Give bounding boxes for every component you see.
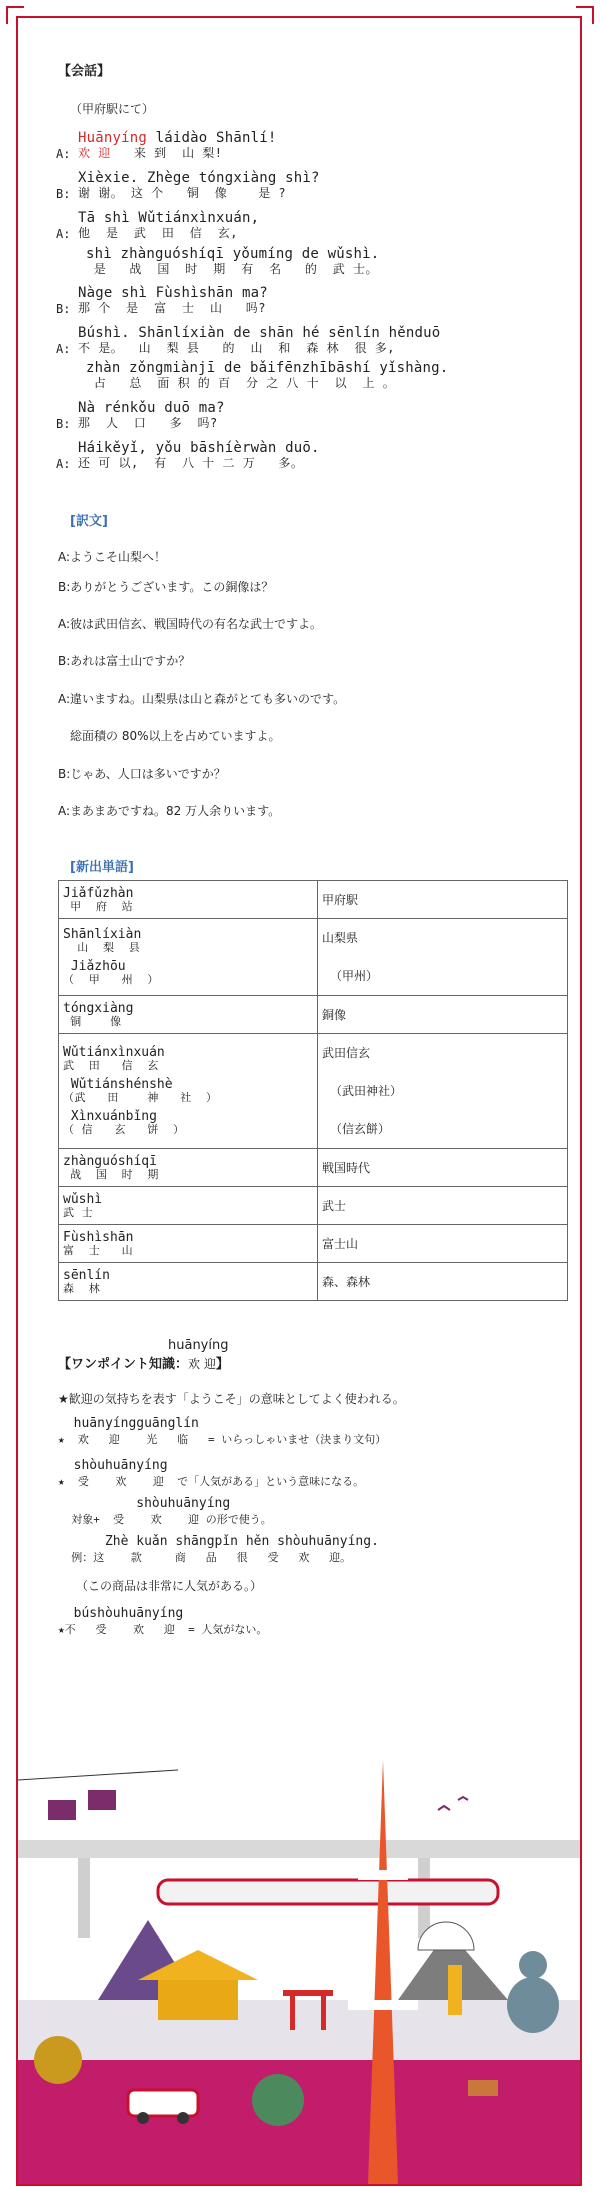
train-icon: [158, 1880, 498, 1904]
vocab-table: [58, 880, 568, 1301]
tokyo-tower-icon: [368, 1760, 398, 2184]
dialogue-pinyin: [78, 170, 558, 186]
point-line-7: ★不 受 欢 迎 = 人気がない。: [58, 1623, 268, 1636]
vocab-row: [59, 1225, 568, 1263]
hanzi-text: 还 可 以, 有 八 十 二 万 多。: [78, 456, 304, 470]
vocab-hanzi: 武 士: [63, 1205, 94, 1219]
vocab-pinyin: Shānlíxiàn: [63, 927, 142, 942]
illustration-svg: [18, 1760, 580, 2184]
translation-line: B:あれは富士山ですか？: [58, 654, 191, 668]
vocab-row: [59, 1149, 568, 1187]
vocab-pinyin: zhànguóshíqī: [63, 1153, 157, 1169]
translation-line: 総面積の 80%以上を占めていますよ。: [58, 729, 281, 743]
pinyin-text: láidào Shānlí!: [147, 130, 277, 146]
dialogue-hanzi: [78, 456, 558, 470]
point-line-3: ★ 受 欢 迎 で「人気がある」という意味になる。: [58, 1475, 365, 1488]
tree-icon: [34, 2036, 82, 2084]
japan-illustration: [18, 1760, 580, 2184]
speaker-label: A:: [56, 457, 71, 471]
vocab-hanzi: 山 梨 县: [63, 941, 141, 954]
vocab-term-cell: [59, 1225, 318, 1263]
vocab-pinyin: Wǔtiánxìnxuán: [63, 1045, 165, 1060]
hanzi-text: 谢 谢。 这 个 铜 像 是 ?: [78, 186, 287, 200]
dialogue-hanzi: [86, 376, 558, 390]
hanzi-text: 不 是。 山 梨 县 的 山 和 森 林 很 多,: [78, 341, 395, 355]
point-line-1: ★歓迎の気持ちを表す「ようこそ」の意味としてよく使われる。: [58, 1392, 405, 1406]
vocab-meaning-cell: [318, 1225, 568, 1263]
point-example: 例：这 款 商 品 很 受 欢 迎。: [58, 1551, 352, 1564]
vocab-hanzi: 战 国 时 期: [63, 1167, 159, 1181]
bird-icon: [438, 1806, 450, 1810]
vocab-term-cell: [59, 1187, 318, 1225]
pinyin-text: zhàn zǒngmiànjī de bǎifēnzhībāshí yǐshàng.: [86, 360, 449, 376]
vocab-meaning-cell: [318, 1149, 568, 1187]
pinyin-text: Háikěyǐ, yǒu bāshíèrwàn duō.: [78, 440, 320, 456]
vocab-meaning: 富士山: [322, 1236, 359, 1251]
vocab-meaning: （武田神社）: [330, 1084, 403, 1098]
vocab-meaning: 森、森林: [322, 1274, 371, 1289]
point-line-2: ★ 欢 迎 光 临 = いらっしゃいませ（決まり文句）: [58, 1433, 387, 1446]
vocab-pinyin: Jiǎzhōu: [63, 959, 126, 974]
pinyin-text: Tā shì Wǔtiánxìnxuán,: [78, 210, 260, 226]
dialogue-line: [58, 360, 558, 390]
vocab-hanzi: （ 甲 州 ）: [63, 973, 159, 986]
deer-icon: [468, 2080, 498, 2096]
dialogue-line: [58, 170, 558, 200]
dialogue-line: [58, 440, 558, 470]
vocab-meaning: （信玄餅）: [330, 1122, 391, 1136]
corner-ornament-right: [576, 6, 594, 24]
car-icon: [128, 2090, 198, 2116]
vocab-row: [59, 1034, 568, 1149]
highlight-pinyin: Huānyíng: [78, 130, 148, 146]
vocab-hanzi: 富 士 山: [63, 1243, 134, 1257]
hanzi-text: 那 个 是 富 士 山 吗?: [78, 301, 266, 315]
vocab-row: [59, 1263, 568, 1301]
dialogue-hanzi: [78, 186, 558, 200]
dialogue-line: [58, 246, 558, 276]
pinyin-text: Xièxie. Zhège tóngxiàng shì?: [78, 170, 320, 186]
dialogue-line: [58, 400, 558, 430]
dialogue-pinyin: [78, 285, 558, 301]
hanzi-text: 是 战 国 时 期 有 名 的 武 士。: [86, 262, 378, 276]
vocab-meaning: 武田信玄: [322, 1046, 371, 1060]
dialogue-hanzi: [78, 341, 558, 355]
vocab-row: [59, 1187, 568, 1225]
vocab-pinyin: Jiǎfǔzhàn: [63, 885, 134, 901]
point-example-pinyin: Zhè kuǎn shāngpǐn hěn shòuhuānyíng.: [58, 1534, 379, 1549]
point-line-4-pinyin: shòuhuānyíng: [58, 1496, 231, 1511]
point-line-7-pinyin: búshòuhuānyíng: [58, 1606, 184, 1621]
corner-ornament-left: [6, 6, 24, 24]
dialogue-heading: 【会話】: [58, 64, 111, 79]
vocab-meaning: 戦国時代: [322, 1160, 371, 1175]
vocab-term-cell: [59, 881, 318, 919]
cable-car-icon: [88, 1790, 116, 1810]
point-heading-post: 】: [215, 1357, 229, 1372]
vocab-pinyin: Wǔtiánshénshè: [63, 1077, 173, 1092]
point-line-3-pinyin: shòuhuānyíng: [58, 1458, 168, 1473]
point-heading: [58, 1353, 229, 1372]
vocab-pinyin: sēnlín: [63, 1267, 110, 1283]
dialogue-pinyin: [78, 130, 558, 146]
ground-band: [18, 2060, 580, 2184]
translation-heading: [訳文]: [70, 514, 108, 529]
vocab-meaning-cell: [318, 1263, 568, 1301]
point-line-4: 対象+ 受 欢 迎 の形で使う。: [58, 1513, 272, 1526]
vocab-term-cell: [59, 996, 318, 1034]
vocab-hanzi: 森 林: [63, 1281, 101, 1295]
dialogue-pinyin: [78, 210, 558, 226]
vocab-hanzi: 武 田 信 玄: [63, 1059, 159, 1072]
translation-line: B:じゃあ、人口は多いですか？: [58, 767, 226, 781]
vocab-hanzi: （武 田 神 社 ）: [63, 1091, 218, 1104]
vocab-meaning-cell: [318, 1034, 568, 1149]
speaker-label: B:: [56, 302, 71, 316]
hanzi-text: 来 到 山 梨!: [110, 146, 223, 160]
dialogue-hanzi: [78, 416, 558, 430]
bird-icon: [458, 1797, 468, 1800]
vocab-pinyin: Xìnxuánbǐng: [63, 1109, 157, 1124]
translation-line: B:ありがとうございます。この銅像は？: [58, 580, 274, 594]
hanzi-text: 占 总 面 积 的 百 分 之 八 十 以 上 。: [86, 376, 396, 390]
vocab-meaning-cell: [318, 996, 568, 1034]
speaker-label: A:: [56, 147, 71, 161]
dialogue-hanzi: [78, 301, 558, 315]
dialogue-pinyin: [86, 360, 558, 376]
dialogue-line: [58, 325, 558, 355]
point-example-translation: （この商品は非常に人気がある。）: [76, 1579, 263, 1593]
pinyin-text: Nà rénkǒu duō ma?: [78, 400, 225, 416]
cable-car-icon: [48, 1800, 76, 1820]
bridge-pillar: [78, 1858, 90, 1938]
dialogue-pinyin: [78, 400, 558, 416]
cable-line: [18, 1770, 178, 1780]
translation-line: A:ようこそ山梨へ！: [58, 550, 167, 564]
dialogue-line: [58, 210, 558, 240]
vocab-hanzi: （ 信 玄 饼 ）: [63, 1123, 185, 1136]
vocab-heading: [新出単語]: [70, 860, 134, 875]
translation-line: A:違いますね。山梨県は山と森がとても多いのです。: [58, 692, 346, 706]
bridge-deck: [18, 1840, 580, 1858]
temple-icon: [158, 1980, 238, 2020]
pinyin-text: shì zhànguóshíqī yǒumíng de wǔshì.: [86, 246, 380, 262]
vocab-meaning: 甲府駅: [322, 892, 359, 907]
point-heading-hanzi: 欢 迎: [188, 1357, 216, 1371]
pinyin-text: Búshì. Shānlíxiàn de shān hé sēnlín hěnduō: [78, 325, 441, 341]
scene-note: （甲府駅にて）: [70, 102, 155, 116]
point-heading-pre: 【ワンポイント知識：: [58, 1357, 189, 1372]
speaker-label: A:: [56, 227, 71, 241]
pinyin-text: Nàge shì Fùshìshān ma?: [78, 285, 268, 301]
point-heading-pinyin: huānyíng: [168, 1338, 229, 1353]
translation-line: A:彼は武田信玄、戦国時代の有名な武士ですよ。: [58, 617, 323, 631]
dialogue-line: [58, 130, 558, 160]
torii-gate-icon: [283, 1990, 333, 1996]
vocab-pinyin: Fùshìshān: [63, 1229, 134, 1245]
dialogue-pinyin: [78, 325, 558, 341]
dialogue-pinyin: [78, 440, 558, 456]
dialogue-pinyin: [86, 246, 558, 262]
speaker-label: B:: [56, 187, 71, 201]
dialogue-hanzi: [78, 146, 558, 160]
speaker-label: A:: [56, 342, 71, 356]
highlight-hanzi: 欢 迎: [78, 146, 111, 160]
dialogue-hanzi: [86, 262, 558, 276]
vocab-row: [59, 881, 568, 919]
vocab-meaning: （甲州）: [330, 969, 379, 983]
vocab-term-cell: [59, 1149, 318, 1187]
point-line-2-pinyin: huānyíngguānglín: [58, 1416, 199, 1431]
vocab-row: [59, 919, 568, 996]
vocab-term-cell: [59, 1034, 318, 1149]
vocab-row: [59, 996, 568, 1034]
vocab-meaning: 山梨県: [322, 931, 359, 945]
buddha-icon: [519, 1951, 547, 1979]
speaker-label: B:: [56, 417, 71, 431]
tree-icon: [252, 2074, 304, 2126]
vocab-hanzi: 铜 像: [63, 1014, 122, 1028]
hanzi-text: 他 是 武 田 信 玄,: [78, 226, 238, 240]
vocab-term-cell: [59, 1263, 318, 1301]
dialogue-line: [58, 285, 558, 315]
vocab-term-cell: [59, 919, 318, 996]
vocab-pinyin: tóngxiàng: [63, 1000, 134, 1016]
vocab-meaning-cell: [318, 881, 568, 919]
vocab-pinyin: wǔshì: [63, 1191, 103, 1207]
kimono-figure-icon: [448, 1965, 462, 2015]
dialogue-hanzi: [78, 226, 558, 240]
vocab-meaning: 銅像: [322, 1007, 347, 1022]
hanzi-text: 那 人 口 多 吗?: [78, 416, 218, 430]
vocab-hanzi: 甲 府 站: [63, 899, 134, 913]
translation-line: A:まあまあですね。82 万人余りいます。: [58, 804, 281, 818]
vocab-meaning-cell: [318, 919, 568, 996]
vocab-meaning-cell: [318, 1187, 568, 1225]
vocab-meaning: 武士: [322, 1198, 347, 1213]
